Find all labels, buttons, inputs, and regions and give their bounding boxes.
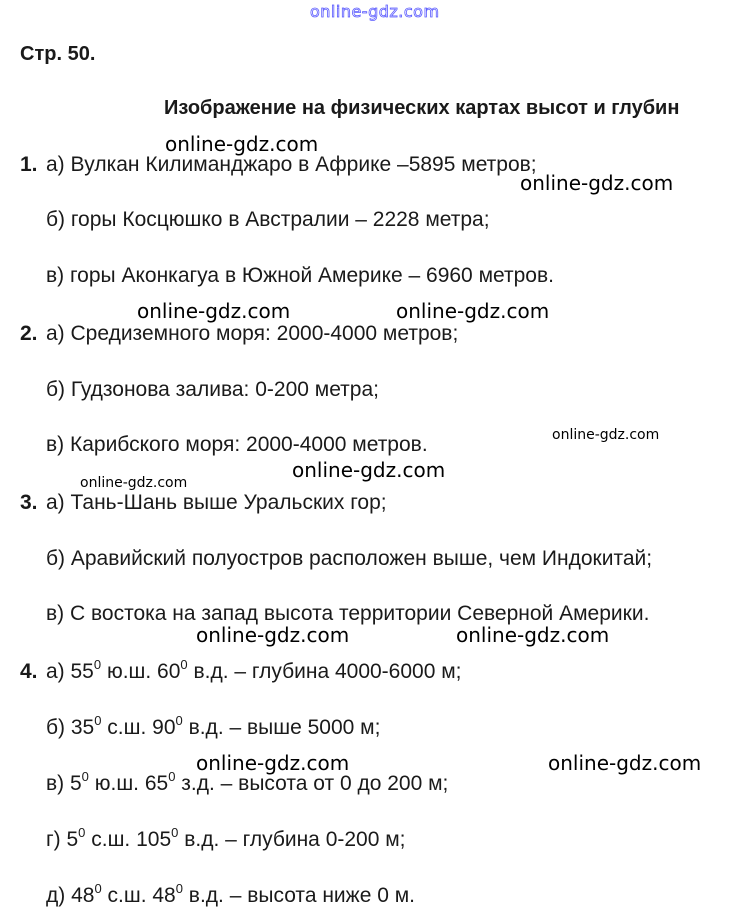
answer-1c: в) горы Аконкагуа в Южной Америке – 6960 метров.: [46, 264, 554, 287]
answer-3c: в) С востока на запад высота территории Северной Америки.: [46, 602, 650, 625]
watermark: online-gdz.com: [196, 751, 350, 775]
answer-4e: д) $48^0$ с.ш. $48^0$ в.д. – высота ниже 0 м.: [46, 881, 416, 907]
watermark: online-gdz.com: [165, 132, 319, 156]
watermark: online-gdz.com: [456, 623, 610, 647]
answer-1a: а) Вулкан Килиманджаро в Африке –5895 метров;: [46, 153, 537, 176]
answer-1-number: 1.: [20, 153, 38, 176]
answer-3b: б) Аравийский полуостров расположен выше, чем Индокитай;: [46, 547, 653, 570]
answer-3a: а) Тань-Шань выше Уральских гор;: [46, 491, 387, 514]
watermark: online-gdz.com: [520, 171, 674, 195]
watermark-top: online-gdz.com: [310, 2, 440, 21]
answer-4c: в) $5^0$ ю.ш. $65^0$ з.д. – высота от 0 до 200 м;: [46, 769, 449, 795]
answer-2b: б) Гудзонова залива: 0-200 метра;: [46, 378, 379, 401]
watermark: online-gdz.com: [292, 458, 446, 482]
answer-1b: б) горы Косцюшко в Австралии – 2228 метра;: [46, 208, 490, 231]
answer-4-number: 4.: [20, 660, 38, 683]
answer-2c: в) Карибского моря: 2000-4000 метров.: [46, 433, 428, 456]
answer-4b: б) $35^0$ с.ш. $90^0$ в.д. – выше 5000 м;: [46, 713, 381, 739]
watermark: online-gdz.com: [552, 427, 660, 443]
answer-3-number: 3.: [20, 491, 38, 514]
page-label: Стр. 50.: [20, 43, 96, 65]
answer-2-number: 2.: [20, 322, 38, 345]
answer-4a: а) $55^0$ ю.ш. $60^0$ в.д. – глубина 4000-6000 м;: [46, 657, 462, 683]
watermark: online-gdz.com: [548, 751, 702, 775]
answer-2a: а) Средиземного моря: 2000-4000 метров;: [46, 322, 459, 345]
watermark: online-gdz.com: [196, 623, 350, 647]
watermark: online-gdz.com: [137, 299, 291, 323]
page-title: Изображение на физических картах высот и глубин: [164, 97, 680, 119]
watermark: online-gdz.com: [80, 475, 188, 491]
answer-4d: г) $5^0$ с.ш. $105^0$ в.д. – глубина 0-200 м;: [46, 825, 406, 851]
watermark: online-gdz.com: [396, 299, 550, 323]
